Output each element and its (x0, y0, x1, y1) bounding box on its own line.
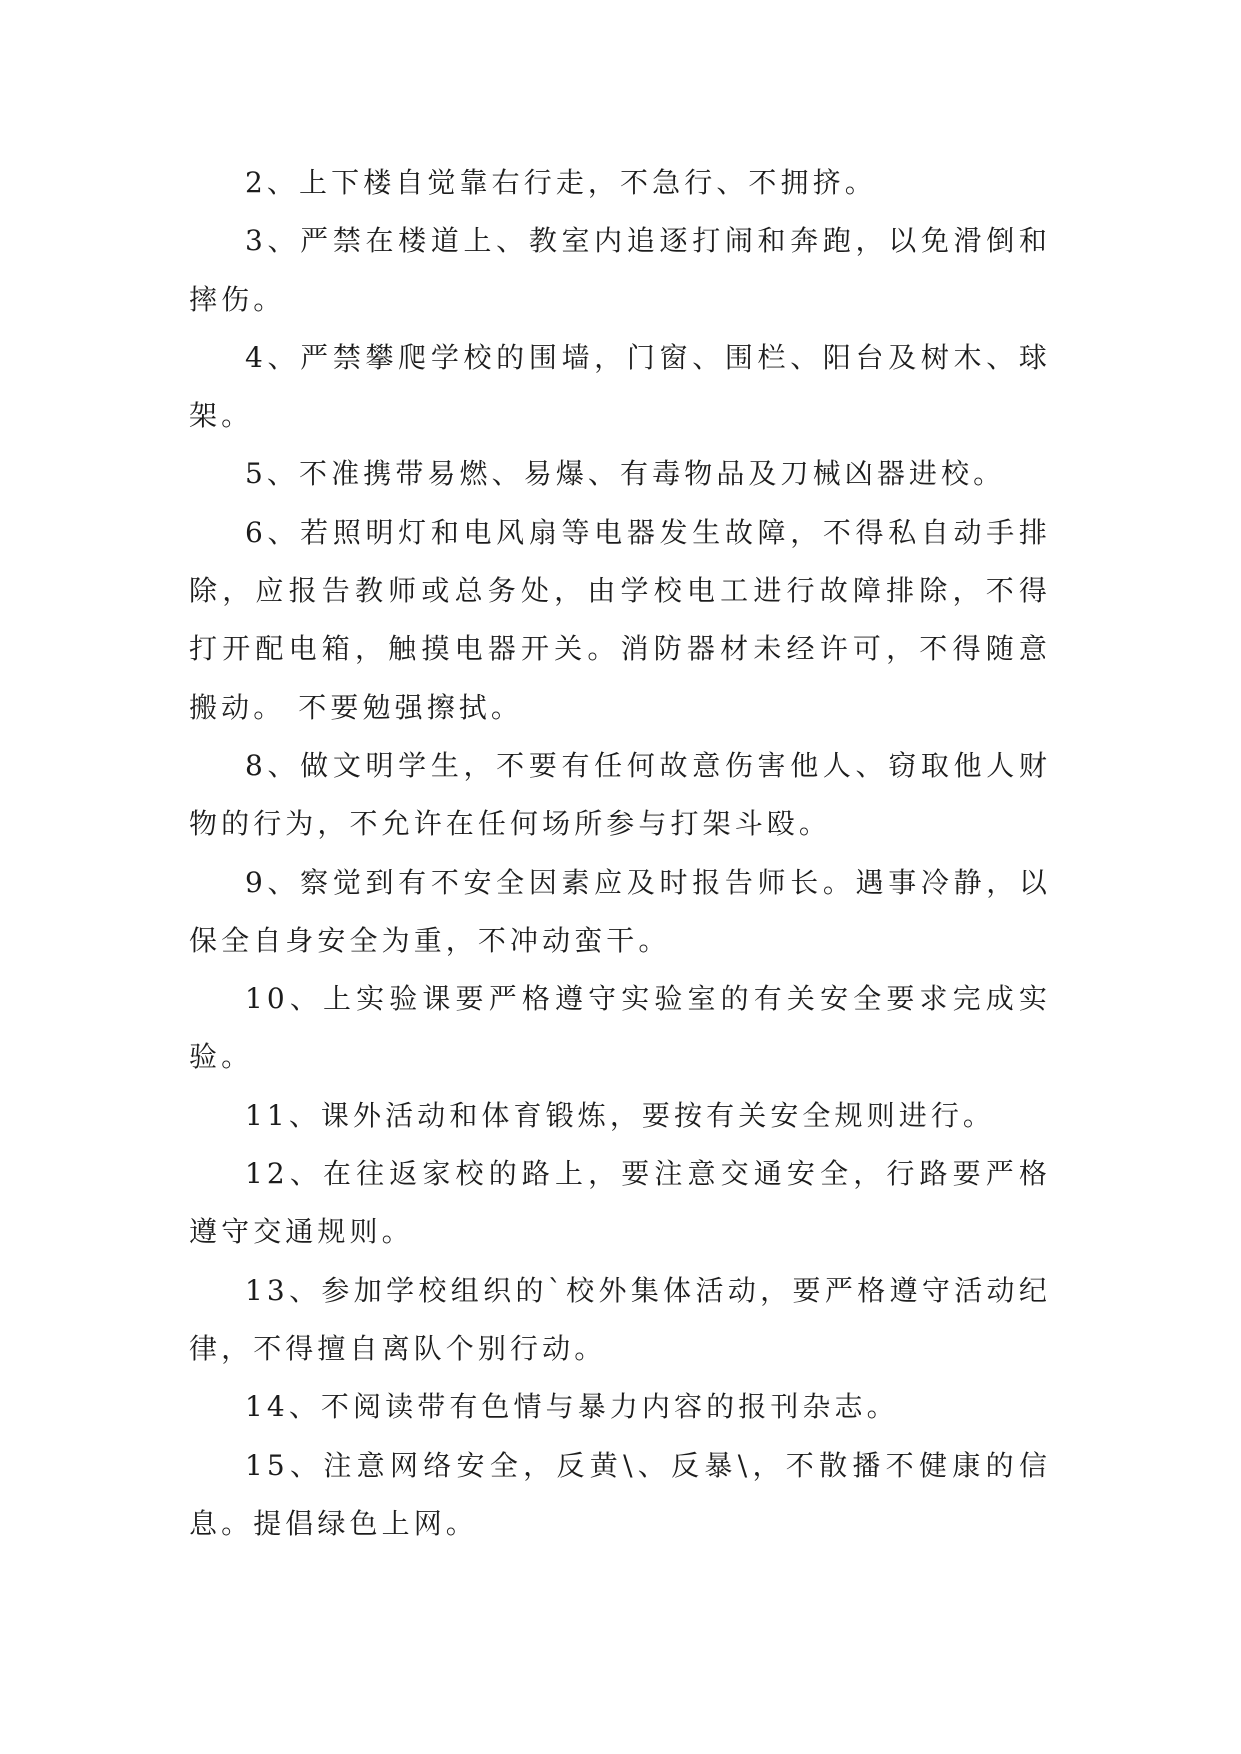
paragraph-item-13: 13、参加学校组织的`校外集体活动，要严格遵守活动纪律，不得擅自离队个别行动。 (189, 1273, 1051, 1365)
paragraph-item-8: 8、做文明学生，不要有任何故意伤害他人、窃取他人财物的行为，不允许在任何场所参与打架斗殴。 (189, 748, 1051, 841)
paragraph-item-15: 15、注意网络安全，反黄\、反暴\，不散播不健康的信息。提倡绿色上网。 (189, 1448, 1051, 1540)
document-body (189, 154, 1051, 1553)
paragraph-item-3: 3、严禁在楼道上、教室内追逐打闹和奔跑，以免滑倒和摔伤。 (189, 224, 1051, 316)
paragraph-item-12: 12、在往返家校的路上，要注意交通安全，行路要严格遵守交通规则。 (189, 1157, 1051, 1249)
paragraph-item-4: 4、严禁攀爬学校的围墙，门窗、围栏、阳台及树木、球架。 (189, 340, 1051, 433)
paragraph-item-6: 6、若照明灯和电风扇等电器发生故障，不得私自动手排除，应报告教师或总务处，由学校电工进行故障排除，不得打开配电箱，触摸电器开关。消防器材未经许可，不得随意搬动。 不要勉强擦拭。 (189, 515, 1051, 724)
paragraph-item-11: 11、课外活动和体育锻炼，要按有关安全规则进行。 (245, 1098, 996, 1132)
paragraph-item-5: 5、不准携带易燃、易爆、有毒物品及刀械凶器进校。 (245, 457, 1006, 491)
paragraph-item-10: 10、上实验课要严格遵守实验室的有关安全要求完成实验。 (189, 982, 1051, 1074)
paragraph-item-9: 9、察觉到有不安全因素应及时报告师长。遇事冷静，以保全自身安全为重，不冲动蛮干。 (189, 865, 1051, 957)
paragraph-item-2: 2、上下楼自觉靠右行走，不急行、不拥挤。 (245, 166, 877, 199)
paragraph-item-14: 14、不阅读带有色情与暴力内容的报刊杂志。 (245, 1390, 899, 1424)
